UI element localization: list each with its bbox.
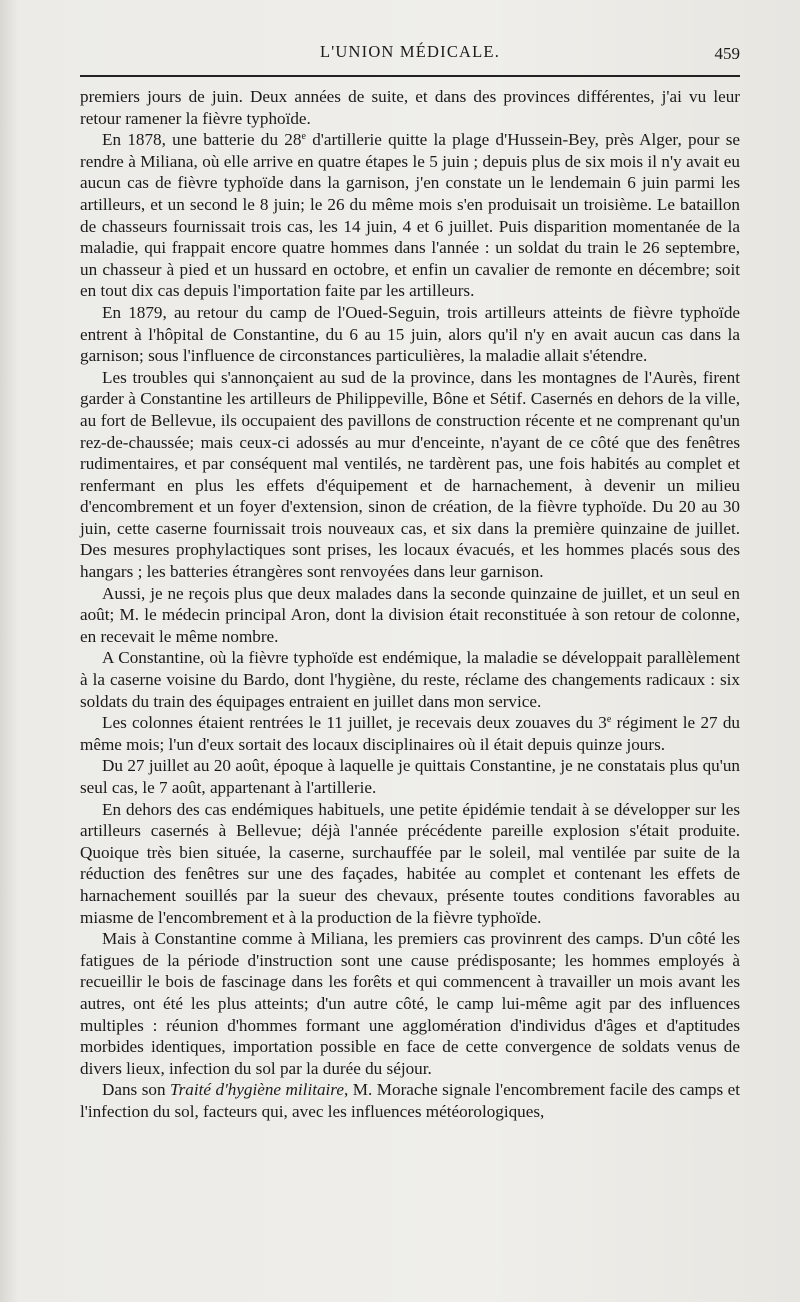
page-number: 459 [714, 44, 740, 63]
paragraph-11: Dans son Traité d'hygiène militaire, M. Morache signale l'encombrement facile des camps et l'infection du sol, facteurs qui, avec les influences météorologiques, [80, 1080, 741, 1121]
paragraph-8: Du 27 juillet au 20 août, époque à laquelle je quittais Constantine, je ne constatais plus qu'un seul cas, le 7 août, appartenant à l'artillerie. [80, 756, 740, 797]
running-title: L'UNION MÉDICALE. [319, 42, 501, 61]
paragraph-1: premiers jours de juin. Deux années de suite, et dans des provinces différentes, j'ai vu leur retour ramener la fièvre typhoïde. [80, 87, 740, 128]
header-rule [80, 75, 740, 77]
paragraph-6: A Constantine, où la fièvre typhoïde est endémique, la maladie se développait parallèlement à la caserne voisine du Bardo, dont l'hygiène, du reste, réclame des changements radicaux : six soldats du train des équipages entraient en juillet dans mon service. [80, 648, 740, 711]
paragraph-3: En 1879, au retour du camp de l'Oued-Seguin, trois artilleurs atteints de fièvre typhoïde entrent à l'hôpital de Constantine, du 6 au 15 juin, alors qu'il n'y en avait aucun cas dans la garnison; sous l'influence de circonstances particulières, la maladie allait s'étendre. [80, 302, 740, 366]
paragraph-5: Aussi, je ne reçois plus que deux malades dans la seconde quinzaine de juillet, et un seul en août; M. le médecin principal Aron, dont la division était reconstituée à son retour de colonne, en recevait le même nombre. [80, 583, 740, 646]
paragraph-9: En dehors des cas endémiques habituels, une petite épidémie tendait à se développer sur les artilleurs casernés à Bellevue; déjà l'année précédente pareille explosion s'était produite. Quoique très bien située, la caserne, surchauffée par le soleil, mal ventilée par suite de la réduction des fenêtres sur une des façades, habitée au complet et contenant les effets de harnachement souillés par la sueur des chevaux, présente toutes conditions favorables au miasme de l'encombrement et à la production de la fièvre typhoïde. [80, 799, 740, 927]
paragraph-2: En 1878, une batterie du 28e d'artillerie quitte la plage d'Hussein-Bey, près Alger, pour se rendre à Miliana, où elle arrive en quatre étapes le 5 juin ; depuis plus de six mois il n'y avait eu aucun cas de fièvre typhoïde dans la garnison, j'en constate un le lendemain 6 juin parmi les artilleurs, et un second le 8 juin; le 26 du même mois s'en produisait un troisième. Le bataillon de chasseurs fournissait trois cas, les 14 juin, 4 et 6 juillet. Puis disparition momentanée de la maladie, qui frappait encore quatre hommes dans l'année : un soldat du train le 26 septembre, un chasseur à pied et un hussard en octobre, et enfin un cavalier de remonte en décembre; soit en tout dix cas depuis l'importation faite par les artilleurs. [80, 130, 740, 301]
paragraph-4: Les troubles qui s'annonçaient au sud de la province, dans les montagnes de l'Aurès, firent garder à Constantine les artilleurs de Philippeville, Bône et Sétif. Casernés en dehors de la ville, au fort de Bellevue, ils occupaient des pavillons de construction récente et ne comprenant qu'un rez-de-chaussée; mais ceux-ci adossés au mur d'enceinte, n'ayant de ce côté que des fenêtres rudimentaires, et par conséquent mal ventilés, ne tardèrent pas, une fois habités au complet et renfermant en plus les effets d'équipement et de harnachement, à devenir un milieu d'encombrement et un foyer d'extension, sinon de création, de la fièvre typhoïde. Du 20 au 30 juin, cette caserne fournissait trois nouveaux cas, et six dans la première quinzaine de juillet. Des mesures prophylactiques sont prises, les locaux évacués, et les hommes placés sous des hangars ; les batteries étrangères sont renvoyées dans leur garnison. [80, 367, 740, 582]
book-title: Traité d'hygiène militaire [170, 1080, 344, 1100]
page-header [80, 42, 740, 72]
paragraph-10: Mais à Constantine comme à Miliana, les premiers cas provinrent des camps. D'un côté les fatigues de la période d'instruction sont une cause prédisposante; les hommes employés à recueillir le bois de fascinage dans les forêts et qui commencent à travailler un mois avant les autres, ont été les plus atteints; d'un autre côté, le camp lui-même agit par des influences multiples : réunion d'hommes formant une agglomération d'individus d'âges et d'aptitudes morbides identiques, importation possible en face de cette convergence de soldats venus de divers lieux, infection du sol par la durée du séjour. [80, 929, 740, 1078]
paragraph-7: Les colonnes étaient rentrées le 11 juillet, je recevais deux zouaves du 3e régiment le 27 du même mois; l'un d'eux sortait des locaux disciplinaires où il était depuis quinze jours. [80, 713, 741, 754]
body-text [80, 86, 740, 1123]
